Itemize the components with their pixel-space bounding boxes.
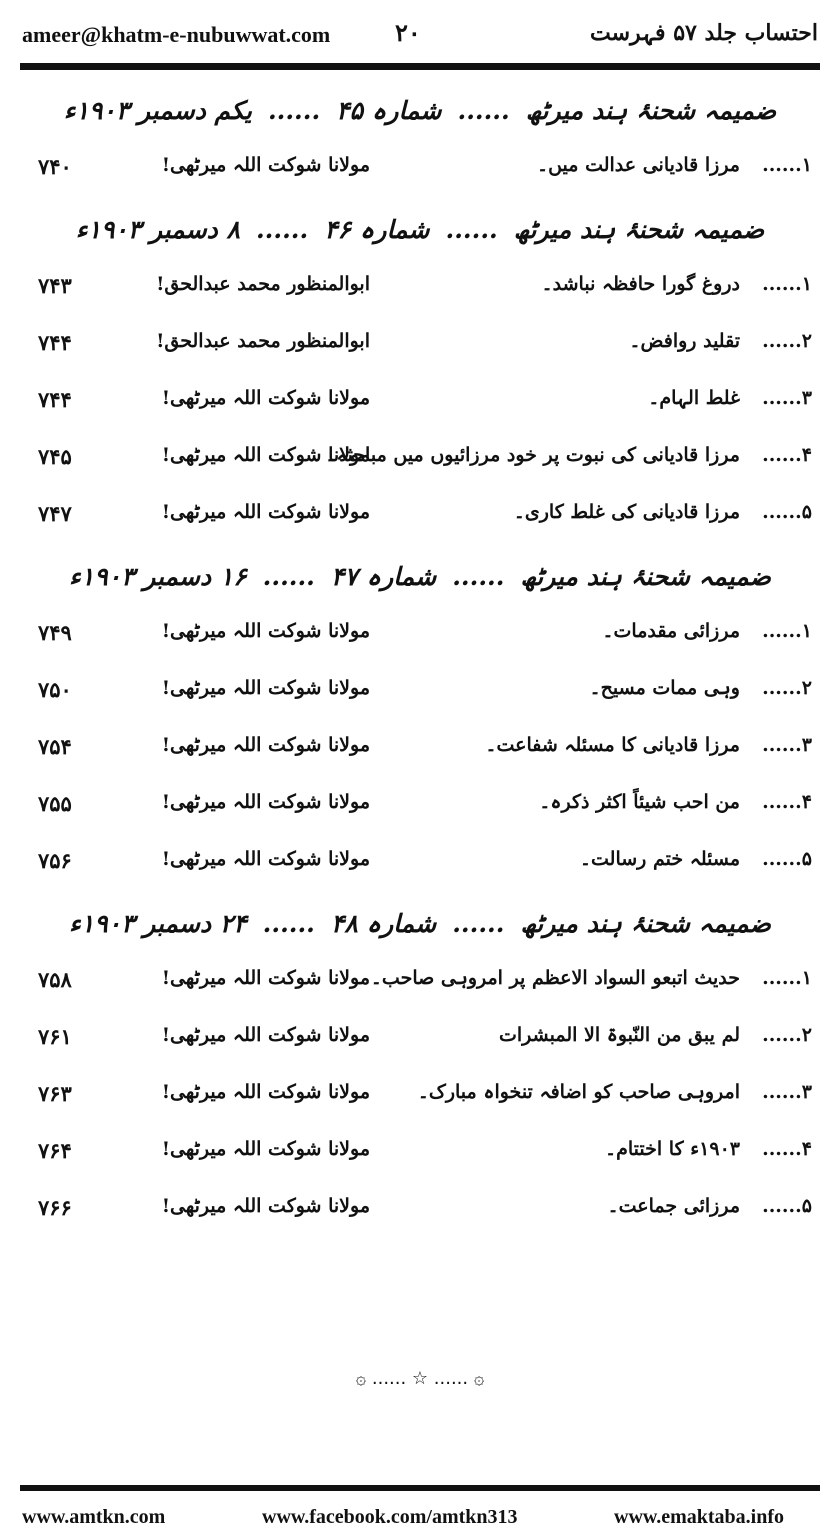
page-header xyxy=(0,0,840,70)
page-number: ۲۰ xyxy=(395,18,421,47)
toc-entry[interactable] xyxy=(20,779,820,836)
entry-number: ۲...... xyxy=(762,330,812,352)
entry-page: ۷۴۷ xyxy=(38,501,72,526)
issue-heading-issue: شمارہ ۴۶ xyxy=(324,215,430,244)
entry-page: ۷۵۴ xyxy=(38,734,72,759)
issue-heading-date: ۲۴ دسمبر ۱۹۰۳ء xyxy=(69,909,247,938)
toc-entry[interactable] xyxy=(20,665,820,722)
issue-heading-date: ۸ دسمبر ۱۹۰۳ء xyxy=(75,215,240,244)
issue-heading-separator: ...... xyxy=(452,562,505,591)
entry-page: ۷۶۳ xyxy=(38,1081,72,1106)
footer-rule xyxy=(20,1485,820,1491)
header-email[interactable]: ameer@khatm-e-nubuwwat.com xyxy=(22,22,331,47)
entry-number: ۲...... xyxy=(762,1024,812,1046)
toc-entry[interactable] xyxy=(20,489,820,546)
issue-heading-publication: ضمیمہ شحنۂ ہند میرٹھ xyxy=(520,562,771,591)
issue-heading-separator: ...... xyxy=(262,909,315,938)
toc-entry[interactable] xyxy=(20,142,820,199)
toc-entry[interactable] xyxy=(20,1183,820,1240)
entry-title: امروہی صاحب کو اضافہ تنخواہ مبارک۔ xyxy=(417,1081,740,1103)
toc-entry[interactable] xyxy=(20,432,820,489)
toc-entry[interactable] xyxy=(20,1069,820,1126)
entry-number: ۳...... xyxy=(762,1081,812,1103)
book-title: احتساب جلد ۵۷ فہرست xyxy=(589,20,818,46)
entry-author: مولانا شوکت اللہ میرٹھی! xyxy=(161,620,370,642)
page-footer xyxy=(0,1500,840,1536)
entry-author: مولانا شوکت اللہ میرٹھی! xyxy=(161,848,370,870)
entry-author: مولانا شوکت اللہ میرٹھی! xyxy=(161,677,370,699)
entry-number: ۴...... xyxy=(762,1138,812,1160)
entry-page: ۷۶۶ xyxy=(38,1195,72,1220)
toc-entry[interactable] xyxy=(20,261,820,318)
entry-page: ۷۴۵ xyxy=(38,444,72,469)
entry-title: مرزا قادیانی کی نبوت پر خود مرزائیوں میں مباحثہ۔ xyxy=(325,444,740,466)
entry-author: مولانا شوکت اللہ میرٹھی! xyxy=(161,967,370,989)
entry-number: ۲...... xyxy=(762,677,812,699)
entry-author: مولانا شوکت اللہ میرٹھی! xyxy=(161,1195,370,1217)
issue-heading-date: ۱۶ دسمبر ۱۹۰۳ء xyxy=(69,562,247,591)
entry-title: مرزائی مقدمات۔ xyxy=(602,620,740,642)
entry-page: ۷۵۵ xyxy=(38,791,72,816)
issue-heading-separator: ...... xyxy=(445,215,498,244)
entry-number: ۴...... xyxy=(762,444,812,466)
entry-title: لم یبق من النّبوۃ الا المبشرات xyxy=(499,1024,740,1046)
entry-author: مولانا شوکت اللہ میرٹھی! xyxy=(161,1138,370,1160)
entry-number: ۵...... xyxy=(762,1195,812,1217)
entry-number: ۱...... xyxy=(762,967,812,989)
toc-entry[interactable] xyxy=(20,1126,820,1183)
footer-link-amtkn[interactable]: www.amtkn.com xyxy=(22,1506,166,1528)
entry-author: مولانا شوکت اللہ میرٹھی! xyxy=(161,444,370,466)
issue-heading-separator: ...... xyxy=(262,562,315,591)
table-of-contents xyxy=(20,80,820,1240)
issue-heading-date: یکم دسمبر ۱۹۰۳ء xyxy=(63,96,252,125)
entry-title: مرزائی جماعت۔ xyxy=(607,1195,740,1217)
entry-page: ۷۴۰ xyxy=(38,154,72,179)
entry-number: ۳...... xyxy=(762,387,812,409)
issue-heading xyxy=(20,199,820,261)
entry-number: ۱...... xyxy=(762,273,812,295)
header-rule xyxy=(20,63,820,70)
entry-page: ۷۵۸ xyxy=(38,967,72,992)
end-ornament: ۞ ...... ☆ ...... ۞ xyxy=(355,1368,485,1389)
entry-title: ۱۹۰۳ء کا اختتام۔ xyxy=(604,1138,740,1160)
issue-heading-publication: ضمیمہ شحنۂ ہند میرٹھ xyxy=(513,215,765,244)
entry-title: مسئلہ ختم رسالت۔ xyxy=(579,848,740,870)
entry-page: ۷۴۴ xyxy=(38,330,72,355)
entry-title: حدیث اتبعو السواد الاعظم پر امروہی صاحب۔ xyxy=(370,967,740,989)
toc-entry[interactable] xyxy=(20,318,820,375)
entry-title: غلط الہام۔ xyxy=(648,387,740,409)
toc-entry[interactable] xyxy=(20,1012,820,1069)
entry-author: ابوالمنظور محمد عبدالحق! xyxy=(156,330,370,352)
entry-author: مولانا شوکت اللہ میرٹھی! xyxy=(161,154,370,176)
issue-heading-issue: شمارہ ۴۵ xyxy=(336,96,442,125)
issue-heading-separator: ...... xyxy=(267,96,321,125)
entry-number: ۱...... xyxy=(762,620,812,642)
toc-entry[interactable] xyxy=(20,836,820,893)
entry-author: مولانا شوکت اللہ میرٹھی! xyxy=(161,501,370,523)
entry-title: دروغ گورا حافظہ نباشد۔ xyxy=(541,273,740,295)
issue-heading-separator: ...... xyxy=(452,909,505,938)
toc-entry[interactable] xyxy=(20,608,820,665)
issue-heading-issue: شمارہ ۴۷ xyxy=(330,562,437,591)
entry-page: ۷۶۱ xyxy=(38,1024,72,1049)
issue-heading-separator: ...... xyxy=(457,96,510,125)
entry-page: ۷۵۰ xyxy=(38,677,72,702)
entry-title: من احب شیئاً اکثر ذکرہ۔ xyxy=(539,791,740,813)
issue-heading-issue: شمارہ ۴۸ xyxy=(330,909,437,938)
entry-author: مولانا شوکت اللہ میرٹھی! xyxy=(161,1024,370,1046)
entry-page: ۷۴۹ xyxy=(38,620,72,645)
entry-author: ابوالمنظور محمد عبدالحق! xyxy=(156,273,370,295)
entry-title: وہی ممات مسیح۔ xyxy=(589,677,740,699)
issue-heading xyxy=(20,546,820,608)
entry-author: مولانا شوکت اللہ میرٹھی! xyxy=(161,1081,370,1103)
entry-title: مرزا قادیانی عدالت میں۔ xyxy=(536,154,740,176)
entry-number: ۵...... xyxy=(762,848,812,870)
entry-page: ۷۶۴ xyxy=(38,1138,72,1163)
footer-link-facebook[interactable]: www.facebook.com/amtkn313 xyxy=(262,1506,518,1528)
entry-author: مولانا شوکت اللہ میرٹھی! xyxy=(161,791,370,813)
toc-entry[interactable] xyxy=(20,955,820,1012)
entry-title: تقلید روافض۔ xyxy=(629,330,740,352)
footer-link-emaktaba[interactable]: www.emaktaba.info xyxy=(614,1506,785,1528)
entry-number: ۵...... xyxy=(762,501,812,523)
entry-page: ۷۴۳ xyxy=(38,273,72,298)
entry-number: ۳...... xyxy=(762,734,812,756)
issue-heading-separator: ...... xyxy=(255,215,309,244)
entry-page: ۷۵۶ xyxy=(38,848,72,873)
issue-heading xyxy=(20,80,820,142)
entry-author: مولانا شوکت اللہ میرٹھی! xyxy=(161,387,370,409)
entry-number: ۱...... xyxy=(762,154,812,176)
entry-title: مرزا قادیانی کا مسئلہ شفاعت۔ xyxy=(485,734,740,756)
issue-heading xyxy=(20,893,820,955)
entry-author: مولانا شوکت اللہ میرٹھی! xyxy=(161,734,370,756)
toc-entry[interactable] xyxy=(20,722,820,779)
entry-number: ۴...... xyxy=(762,791,812,813)
issue-heading-publication: ضمیمہ شحنۂ ہند میرٹھ xyxy=(520,909,771,938)
issue-heading-publication: ضمیمہ شحنۂ ہند میرٹھ xyxy=(525,96,777,125)
toc-entry[interactable] xyxy=(20,375,820,432)
entry-title: مرزا قادیانی کی غلط کاری۔ xyxy=(513,501,740,523)
entry-page: ۷۴۴ xyxy=(38,387,72,412)
